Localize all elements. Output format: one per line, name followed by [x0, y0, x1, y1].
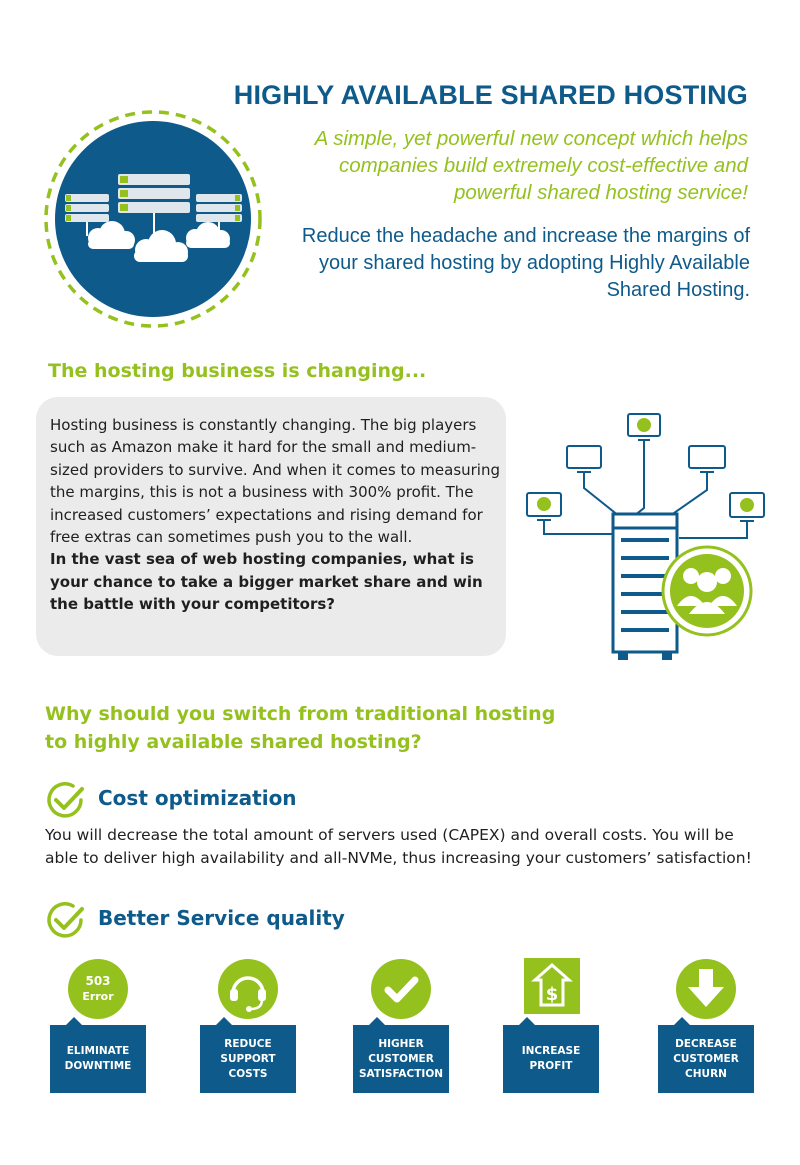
server-rack-icon — [196, 194, 242, 222]
network-server-illustration — [524, 408, 774, 664]
benefit-label: ELIMINATE DOWNTIME — [50, 1025, 146, 1093]
why-section-heading — [45, 700, 555, 756]
benefit-reduce-support-costs — [197, 955, 299, 1095]
svg-text:$: $ — [545, 984, 559, 1005]
benefit-eliminate-downtime — [47, 955, 149, 1095]
hero-title: HIGHLY AVAILABLE SHARED HOSTING — [233, 80, 748, 110]
svg-text:503: 503 — [85, 974, 111, 988]
benefit-decrease-customer-churn — [655, 955, 757, 1095]
benefit-higher-customer-satisfaction — [350, 955, 452, 1095]
why-heading-line1: Why should you switch from traditional hosting — [45, 703, 556, 725]
svg-text:Error: Error — [82, 990, 114, 1003]
changing-text — [50, 414, 500, 616]
benefit-label: HIGHER CUSTOMER SATISFACTION — [353, 1025, 449, 1093]
hero-tagline: A simple, yet powerful new concept which helps companies build extremely cost-effective and powerful shared hosting service! — [314, 127, 748, 204]
feature-text-cost-optimization: You will decrease the total amount of servers used (CAPEX) and overall costs. You will be able to deliver high availability and all-NVMe, thus increasing your customers’ satisfaction! — [45, 826, 752, 867]
users-group-icon — [663, 547, 751, 635]
benefit-label: DECREASE CUSTOMER CHURN — [658, 1025, 754, 1093]
hero-servers-illustration — [38, 108, 268, 330]
changing-section-heading: The hosting business is changing... — [48, 360, 427, 382]
server-rack-icon — [65, 194, 109, 222]
changing-paragraph: Hosting business is constantly changing. The big players such as Amazon make it hard for the small and medium-sized providers to survive. And when it comes to measuring the margins, this is not a business with 300% profit. The increased customers’ expectations and rising demand for free extras can sometimes push you to the wall. — [50, 416, 500, 547]
benefit-increase-profit — [500, 955, 602, 1095]
feature-title-better-service-quality: Better Service quality — [98, 906, 345, 930]
changing-question: In the vast sea of web hosting companies, what is your chance to take a bigger market share and win the battle with your competitors? — [50, 550, 483, 614]
benefit-label: INCREASE PROFIT — [503, 1025, 599, 1093]
server-rack-icon — [118, 174, 190, 213]
why-heading-line2: to highly available shared hosting? — [45, 731, 422, 753]
checkmark-circle-icon — [45, 780, 85, 820]
feature-title-cost-optimization: Cost optimization — [98, 786, 297, 810]
hero-pitch: Reduce the headache and increase the margins of your shared hosting by adopting Highly Available Shared Hosting. — [301, 225, 750, 301]
benefit-label: REDUCE SUPPORT COSTS — [200, 1025, 296, 1093]
checkmark-circle-icon — [45, 900, 85, 940]
globe-icon — [537, 418, 754, 512]
